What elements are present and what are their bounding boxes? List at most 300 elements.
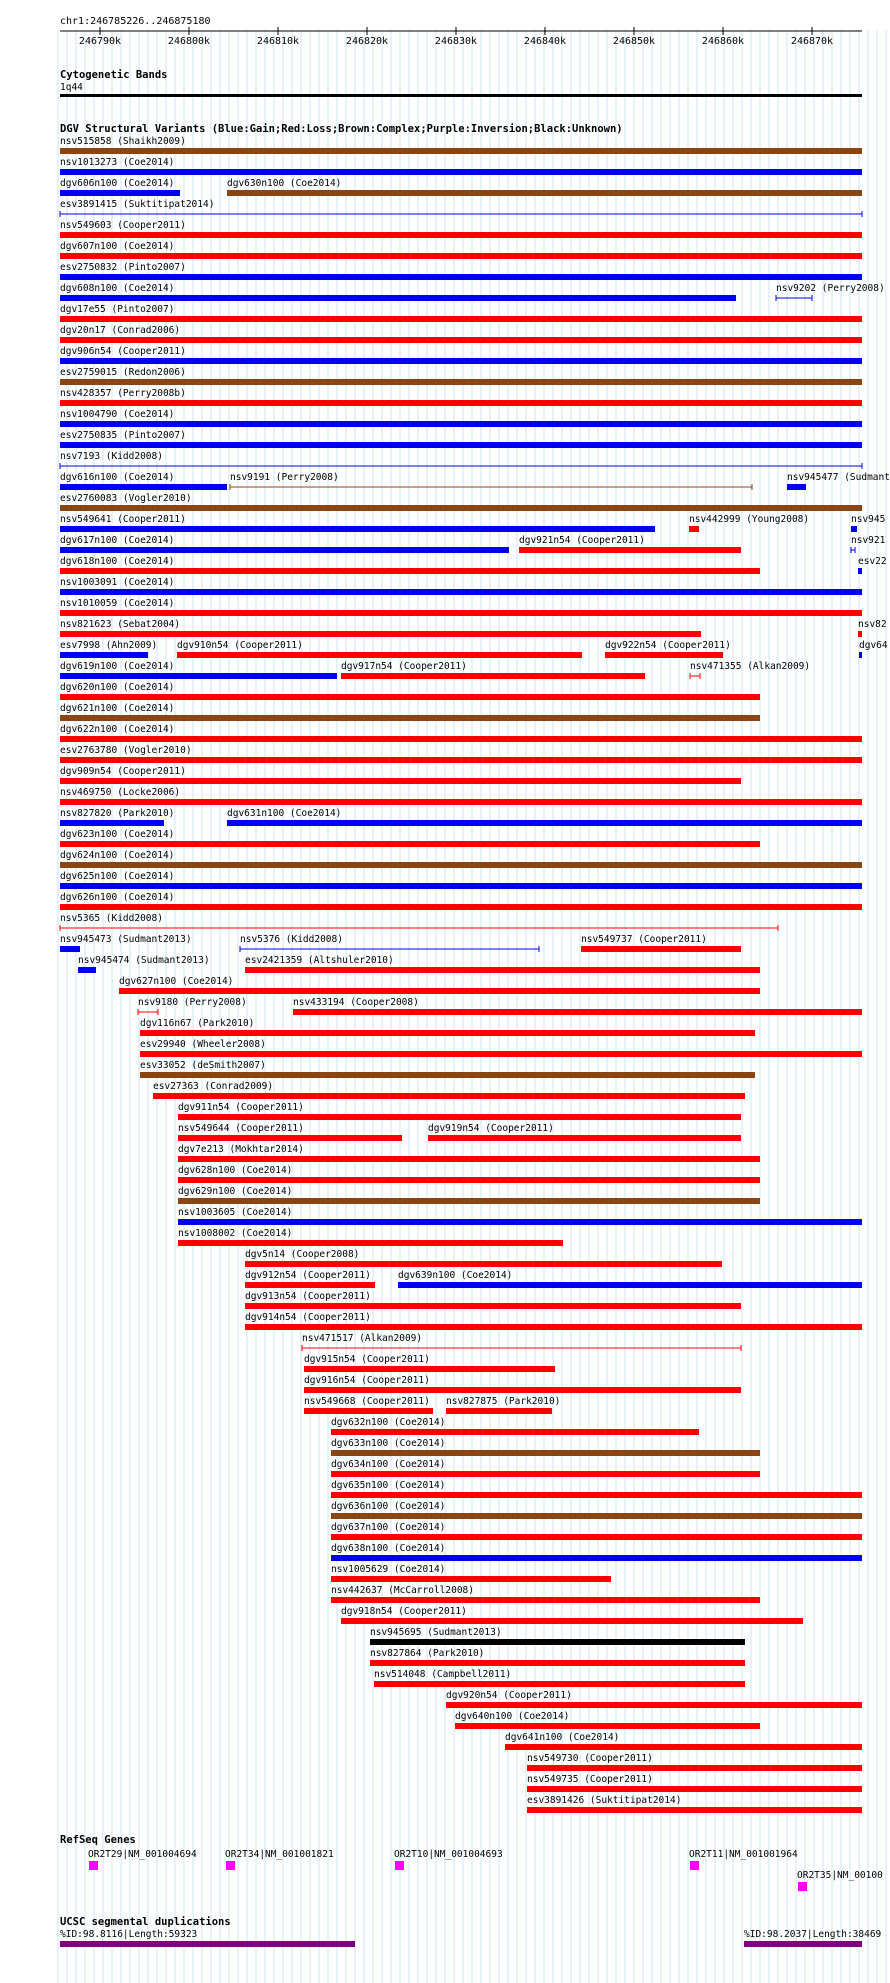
sv-label: dgv17e55 (Pinto2007) xyxy=(60,304,175,315)
segdup-bar[interactable] xyxy=(60,1941,355,1947)
sv-bar[interactable] xyxy=(519,547,741,553)
sv-label: dgv623n100 (Coe2014) xyxy=(60,829,175,840)
sv-label: dgv638n100 (Coe2014) xyxy=(331,1543,446,1554)
sv-feature[interactable] xyxy=(304,1375,741,1393)
sv-bar[interactable] xyxy=(60,484,227,490)
sv-bar[interactable] xyxy=(374,1681,745,1687)
sv-bar[interactable] xyxy=(60,316,862,322)
sv-feature[interactable] xyxy=(60,178,180,196)
sv-label: dgv632n100 (Coe2014) xyxy=(331,1417,446,1428)
sv-feature[interactable] xyxy=(858,619,887,637)
ruler-tick-label: 246790k xyxy=(78,36,122,47)
sv-feature[interactable] xyxy=(177,640,582,658)
sv-feature[interactable] xyxy=(60,703,760,721)
sv-bar[interactable] xyxy=(227,820,862,826)
sv-bar[interactable] xyxy=(341,1618,803,1624)
sv-label: nsv549730 (Cooper2011) xyxy=(527,1753,653,1764)
sv-bar[interactable] xyxy=(331,1576,611,1582)
sv-feature[interactable] xyxy=(374,1669,745,1687)
sv-bar[interactable] xyxy=(581,946,741,952)
sv-label: nsv945473 (Sudmant2013) xyxy=(60,934,192,945)
sv-feature[interactable] xyxy=(331,1438,760,1456)
sv-label: esv3891426 (Suktitipat2014) xyxy=(527,1795,682,1806)
sv-bar[interactable] xyxy=(60,631,701,637)
sv-bar[interactable] xyxy=(527,1786,862,1792)
sv-label: esv2750832 (Pinto2007) xyxy=(60,262,186,273)
sv-feature[interactable] xyxy=(446,1396,560,1414)
gene-label: OR2T29|NM_001004694 xyxy=(88,1849,197,1860)
sv-bar[interactable] xyxy=(227,190,862,196)
gene-glyph[interactable] xyxy=(690,1861,699,1870)
ruler-tick-label: 246860k xyxy=(701,36,745,47)
sv-label: nsv827875 (Park2010) xyxy=(446,1396,561,1407)
sv-label: nsv433194 (Cooper2008) xyxy=(293,997,419,1008)
sv-feature[interactable] xyxy=(119,976,760,994)
sv-feature[interactable] xyxy=(398,1270,862,1288)
sv-bar[interactable] xyxy=(293,1009,862,1015)
sv-label: dgv634n100 (Coe2014) xyxy=(331,1459,446,1470)
sv-bar[interactable] xyxy=(60,274,862,280)
sv-feature[interactable] xyxy=(527,1774,862,1792)
sv-feature[interactable] xyxy=(302,1333,741,1351)
sv-feature[interactable] xyxy=(60,556,760,574)
sv-label: esv2763780 (Vogler2010) xyxy=(60,745,192,756)
sv-label: dgv913n54 (Cooper2011) xyxy=(245,1291,371,1302)
sv-label: dgv915n54 (Cooper2011) xyxy=(304,1354,430,1365)
sv-label: dgv627n100 (Coe2014) xyxy=(119,976,234,987)
sv-bar[interactable] xyxy=(331,1450,760,1456)
ruler-tick-label: 246800k xyxy=(167,36,211,47)
sv-label: nsv921 xyxy=(851,535,886,546)
sv-bar[interactable] xyxy=(858,568,862,574)
sv-label: dgv625n100 (Coe2014) xyxy=(60,871,175,882)
sv-feature[interactable] xyxy=(331,1459,760,1477)
sv-bar[interactable] xyxy=(446,1702,862,1708)
sv-bar[interactable] xyxy=(60,505,862,511)
sv-label: dgv617n100 (Coe2014) xyxy=(60,535,175,546)
sv-feature[interactable] xyxy=(341,661,645,679)
sv-feature[interactable] xyxy=(245,1249,722,1267)
sv-bar[interactable] xyxy=(178,1114,741,1120)
sv-feature[interactable] xyxy=(859,640,888,658)
sv-bar[interactable] xyxy=(331,1534,862,1540)
sv-label: nsv1003091 (Coe2014) xyxy=(60,577,175,588)
sv-label: nsv945 xyxy=(851,514,886,525)
sv-label: esv33052 (deSmith2007) xyxy=(140,1060,266,1071)
sv-feature[interactable] xyxy=(581,934,741,952)
sv-label: nsv827864 (Park2010) xyxy=(370,1648,485,1659)
ruler-range-label: chr1:246785226..246875180 xyxy=(60,16,211,27)
sv-feature[interactable] xyxy=(787,472,890,490)
sv-bar[interactable] xyxy=(605,652,723,658)
sv-label: nsv428357 (Perry2008b) xyxy=(60,388,186,399)
sv-feature[interactable] xyxy=(304,1396,433,1414)
sv-label: nsv945474 (Sudmant2013) xyxy=(78,955,210,966)
sv-label: dgv919n54 (Cooper2011) xyxy=(428,1123,554,1134)
sv-bar[interactable] xyxy=(331,1597,760,1603)
sv-label: esv7998 (Ahn2009) xyxy=(60,640,158,651)
sv-bar[interactable] xyxy=(60,673,337,679)
sv-label: esv2759015 (Redon2006) xyxy=(60,367,186,378)
sv-feature[interactable] xyxy=(60,682,760,700)
gene-glyph[interactable] xyxy=(798,1882,807,1891)
sv-feature[interactable] xyxy=(140,1018,755,1036)
sv-label: dgv20n17 (Conrad2006) xyxy=(60,325,181,336)
sv-label: nsv549735 (Cooper2011) xyxy=(527,1774,653,1785)
ruler-tick-label: 246810k xyxy=(256,36,300,47)
refseq-gene[interactable] xyxy=(225,1849,334,1870)
sv-label: nsv471355 (Alkan2009) xyxy=(690,661,811,672)
sv-label: dgv631n100 (Coe2014) xyxy=(227,808,342,819)
sv-label: esv2760083 (Vogler2010) xyxy=(60,493,192,504)
sv-feature[interactable] xyxy=(240,934,539,952)
sv-bar[interactable] xyxy=(177,652,582,658)
sv-bar[interactable] xyxy=(60,148,862,154)
sv-feature[interactable] xyxy=(178,1102,741,1120)
sv-bar[interactable] xyxy=(60,715,760,721)
sv-bar[interactable] xyxy=(245,1282,375,1288)
refseq-gene[interactable] xyxy=(394,1849,503,1870)
sv-bar[interactable] xyxy=(178,1198,760,1204)
sv-bar[interactable] xyxy=(245,1324,862,1330)
sv-label: dgv616n100 (Coe2014) xyxy=(60,472,175,483)
sv-label: esv29940 (Wheeler2008) xyxy=(140,1039,266,1050)
sv-label: dgv64 xyxy=(859,640,888,651)
sv-bar[interactable] xyxy=(60,883,862,889)
sv-label: dgv917n54 (Cooper2011) xyxy=(341,661,467,672)
segdup-label: %ID:98.2037|Length:38469 xyxy=(744,1929,882,1940)
sv-feature[interactable] xyxy=(60,829,760,847)
sv-feature[interactable] xyxy=(331,1564,611,1582)
sv-bar[interactable] xyxy=(331,1492,862,1498)
refseq-track-title: RefSeq Genes xyxy=(60,1834,136,1846)
sv-label: dgv911n54 (Cooper2011) xyxy=(178,1102,304,1113)
refseq-gene[interactable] xyxy=(689,1849,798,1870)
sv-bar[interactable] xyxy=(60,169,862,175)
sv-feature[interactable] xyxy=(341,1606,803,1624)
sv-bar[interactable] xyxy=(140,1072,755,1078)
sv-bar[interactable] xyxy=(60,736,862,742)
sv-label: nsv1013273 (Coe2014) xyxy=(60,157,175,168)
sv-bar[interactable] xyxy=(153,1093,745,1099)
sv-bar[interactable] xyxy=(119,988,760,994)
sv-label: dgv921n54 (Cooper2011) xyxy=(519,535,645,546)
gene-label: OR2T34|NM_001001821 xyxy=(225,1849,334,1860)
sv-feature[interactable] xyxy=(78,955,210,973)
sv-label: nsv9202 (Perry2008) xyxy=(776,283,885,294)
sv-label: nsv9180 (Perry2008) xyxy=(138,997,247,1008)
sv-label: nsv1010059 (Coe2014) xyxy=(60,598,175,609)
sv-label: dgv641n100 (Coe2014) xyxy=(505,1732,620,1743)
sv-label: dgv912n54 (Cooper2011) xyxy=(245,1270,371,1281)
sv-feature[interactable] xyxy=(331,1585,760,1603)
sv-label: dgv628n100 (Coe2014) xyxy=(178,1165,293,1176)
sv-bar[interactable] xyxy=(60,904,862,910)
sv-feature[interactable] xyxy=(178,1144,760,1162)
segdup-track-title: UCSC segmental duplications xyxy=(60,1916,231,1928)
sv-label: nsv549644 (Cooper2011) xyxy=(178,1123,304,1134)
sv-feature[interactable] xyxy=(245,1270,375,1288)
sv-bar[interactable] xyxy=(370,1639,745,1645)
sv-label: dgv914n54 (Cooper2011) xyxy=(245,1312,371,1323)
sv-label: nsv549603 (Cooper2011) xyxy=(60,220,186,231)
gene-glyph[interactable] xyxy=(89,1861,98,1870)
sv-label: nsv7193 (Kidd2008) xyxy=(60,451,163,462)
sv-feature[interactable] xyxy=(331,1480,862,1498)
sv-bar[interactable] xyxy=(78,967,96,973)
sv-feature[interactable] xyxy=(60,934,192,952)
sv-bar[interactable] xyxy=(60,295,736,301)
sv-label: nsv5365 (Kidd2008) xyxy=(60,913,163,924)
sv-bar[interactable] xyxy=(60,526,655,532)
sv-feature[interactable] xyxy=(519,535,741,553)
sv-bar[interactable] xyxy=(60,253,862,259)
sv-label: nsv9191 (Perry2008) xyxy=(230,472,339,483)
sv-label: nsv1005629 (Coe2014) xyxy=(331,1564,446,1575)
sv-feature[interactable] xyxy=(245,955,760,973)
sv-bar[interactable] xyxy=(245,967,760,973)
sv-label: nsv515858 (Shaikh2009) xyxy=(60,136,186,147)
sv-bar[interactable] xyxy=(245,1261,722,1267)
sv-feature[interactable] xyxy=(178,1123,402,1141)
refseq-gene[interactable] xyxy=(88,1849,197,1870)
sv-feature[interactable] xyxy=(138,997,247,1015)
sv-bar[interactable] xyxy=(60,946,80,952)
sv-label: dgv636n100 (Coe2014) xyxy=(331,1501,446,1512)
sv-bar[interactable] xyxy=(689,526,699,532)
segdup-label: %ID:98.8116|Length:59323 xyxy=(60,1929,198,1940)
sv-feature[interactable] xyxy=(140,1060,755,1078)
sv-feature[interactable] xyxy=(60,640,157,658)
sv-bar[interactable] xyxy=(60,652,148,658)
sv-feature[interactable] xyxy=(331,1501,862,1519)
sv-bar[interactable] xyxy=(527,1765,862,1771)
sv-feature[interactable] xyxy=(446,1690,862,1708)
sv-label: dgv630n100 (Coe2014) xyxy=(227,178,342,189)
sv-label: esv2421359 (Altshuler2010) xyxy=(245,955,394,966)
sv-bar[interactable] xyxy=(60,337,862,343)
sv-label: dgv639n100 (Coe2014) xyxy=(398,1270,513,1281)
sv-bar[interactable] xyxy=(527,1807,862,1813)
sv-bar[interactable] xyxy=(60,442,862,448)
sv-bar[interactable] xyxy=(60,400,862,406)
cytoband-bar xyxy=(60,94,862,97)
sv-label: nsv442999 (Young2008) xyxy=(689,514,810,525)
sv-bar[interactable] xyxy=(60,589,862,595)
gene-glyph[interactable] xyxy=(395,1861,404,1870)
sv-feature[interactable] xyxy=(505,1732,862,1750)
sv-bar[interactable] xyxy=(178,1156,760,1162)
sv-label: dgv909n54 (Cooper2011) xyxy=(60,766,186,777)
dgv-track-title: DGV Structural Variants (Blue:Gain;Red:Loss;Brown:Complex;Purple:Inversion;Black:Unknown) xyxy=(60,123,623,135)
ruler-tick-label: 246870k xyxy=(790,36,834,47)
cytoband-track-title: Cytogenetic Bands xyxy=(60,69,168,81)
sv-bar[interactable] xyxy=(304,1408,433,1414)
sv-label: nsv442637 (McCarroll2008) xyxy=(331,1585,474,1596)
sv-label: nsv945477 (Sudmant xyxy=(787,472,890,483)
sv-bar[interactable] xyxy=(245,1303,741,1309)
sv-label: nsv549668 (Cooper2011) xyxy=(304,1396,430,1407)
sv-bar[interactable] xyxy=(60,379,862,385)
sv-bar[interactable] xyxy=(60,232,862,238)
sv-label: dgv620n100 (Coe2014) xyxy=(60,682,175,693)
sv-bar[interactable] xyxy=(178,1135,402,1141)
sv-bar[interactable] xyxy=(60,694,760,700)
sv-bar[interactable] xyxy=(60,421,862,427)
sv-bar[interactable] xyxy=(60,757,862,763)
sv-label: dgv622n100 (Coe2014) xyxy=(60,724,175,735)
sv-bar[interactable] xyxy=(60,358,862,364)
sv-feature[interactable] xyxy=(689,514,809,532)
sv-feature[interactable] xyxy=(690,661,810,679)
sv-feature[interactable] xyxy=(331,1543,862,1561)
sv-label: esv3891415 (Suktitipat2014) xyxy=(60,199,215,210)
sv-bar[interactable] xyxy=(341,673,645,679)
sv-feature[interactable] xyxy=(605,640,731,658)
sv-bar[interactable] xyxy=(851,526,857,532)
sv-feature[interactable] xyxy=(153,1081,745,1099)
sv-feature[interactable] xyxy=(293,997,862,1015)
sv-label: dgv920n54 (Cooper2011) xyxy=(446,1690,572,1701)
sv-label: dgv629n100 (Coe2014) xyxy=(178,1186,293,1197)
sv-label: dgv5n14 (Cooper2008) xyxy=(245,1249,360,1260)
sv-label: nsv549641 (Cooper2011) xyxy=(60,514,186,525)
sv-bar[interactable] xyxy=(428,1135,741,1141)
sv-bar[interactable] xyxy=(370,1660,745,1666)
sv-bar[interactable] xyxy=(60,799,862,805)
ruler-tick-label: 246840k xyxy=(523,36,567,47)
sv-bar[interactable] xyxy=(398,1282,862,1288)
gene-glyph[interactable] xyxy=(226,1861,235,1870)
gene-label: OR2T10|NM_001004693 xyxy=(394,1849,503,1860)
sv-label: nsv471517 (Alkan2009) xyxy=(302,1333,423,1344)
cytoband-label: 1q44 xyxy=(60,82,83,93)
sv-bar[interactable] xyxy=(60,820,164,826)
sv-feature[interactable] xyxy=(331,1417,699,1435)
sv-bar[interactable] xyxy=(60,841,760,847)
sv-label: dgv116n67 (Park2010) xyxy=(140,1018,255,1029)
sv-bar[interactable] xyxy=(331,1555,862,1561)
sv-feature[interactable] xyxy=(370,1627,745,1645)
gene-label: OR2T35|NM_00100 xyxy=(797,1870,883,1881)
sv-feature[interactable] xyxy=(178,1186,760,1204)
sv-feature[interactable] xyxy=(230,472,752,490)
sv-label: dgv637n100 (Coe2014) xyxy=(331,1522,446,1533)
sv-label: dgv922n54 (Cooper2011) xyxy=(605,640,731,651)
sv-feature[interactable] xyxy=(60,535,509,553)
gene-label: OR2T11|NM_001001964 xyxy=(689,1849,798,1860)
sv-feature[interactable] xyxy=(60,283,736,301)
sv-feature[interactable] xyxy=(178,1165,760,1183)
sv-bar[interactable] xyxy=(787,484,806,490)
sv-bar[interactable] xyxy=(178,1177,760,1183)
sv-bar[interactable] xyxy=(858,631,862,637)
sv-label: nsv5376 (Kidd2008) xyxy=(240,934,343,945)
sv-bar[interactable] xyxy=(60,610,862,616)
sv-feature[interactable] xyxy=(60,808,174,826)
sv-label: dgv607n100 (Coe2014) xyxy=(60,241,175,252)
sv-bar[interactable] xyxy=(859,652,862,658)
sv-label: dgv635n100 (Coe2014) xyxy=(331,1480,446,1491)
sv-bar[interactable] xyxy=(178,1219,862,1225)
sv-label: dgv640n100 (Coe2014) xyxy=(455,1711,570,1722)
sv-label: esv27363 (Conrad2009) xyxy=(153,1081,274,1092)
sv-feature[interactable] xyxy=(245,1291,741,1309)
sv-label: nsv1003605 (Coe2014) xyxy=(178,1207,293,1218)
sv-label: nsv1004790 (Coe2014) xyxy=(60,409,175,420)
sv-label: dgv906n54 (Cooper2011) xyxy=(60,346,186,357)
sv-bar[interactable] xyxy=(60,778,741,784)
sv-bar[interactable] xyxy=(331,1429,699,1435)
sv-feature[interactable] xyxy=(527,1795,862,1813)
sv-feature[interactable] xyxy=(370,1648,745,1666)
sv-bar[interactable] xyxy=(446,1408,552,1414)
sv-label: nsv945695 (Sudmant2013) xyxy=(370,1627,502,1638)
sv-label: esv22 xyxy=(858,556,887,567)
ruler-tick-label: 246850k xyxy=(612,36,656,47)
sv-bar[interactable] xyxy=(60,190,180,196)
sv-bar[interactable] xyxy=(331,1513,862,1519)
sv-label: dgv626n100 (Coe2014) xyxy=(60,892,175,903)
sv-feature[interactable] xyxy=(60,661,337,679)
sv-bar[interactable] xyxy=(178,1240,563,1246)
sv-feature[interactable] xyxy=(178,1228,563,1246)
sv-feature[interactable] xyxy=(858,556,887,574)
sv-bar[interactable] xyxy=(140,1051,862,1057)
sv-bar[interactable] xyxy=(60,547,509,553)
sv-label: nsv469750 (Locke2006) xyxy=(60,787,181,798)
sv-label: dgv910n54 (Cooper2011) xyxy=(177,640,303,651)
sv-bar[interactable] xyxy=(455,1723,760,1729)
sv-feature[interactable] xyxy=(60,514,655,532)
segdup-bar[interactable] xyxy=(744,1941,862,1947)
sv-bar[interactable] xyxy=(505,1744,862,1750)
sv-label: dgv608n100 (Coe2014) xyxy=(60,283,175,294)
sv-label: nsv827820 (Park2010) xyxy=(60,808,175,819)
segdup-feature[interactable] xyxy=(60,1929,355,1947)
sv-bar[interactable] xyxy=(60,862,862,868)
sv-label: dgv918n54 (Cooper2011) xyxy=(341,1606,467,1617)
sv-label: dgv619n100 (Coe2014) xyxy=(60,661,175,672)
sv-label: nsv1008002 (Coe2014) xyxy=(178,1228,293,1239)
sv-bar[interactable] xyxy=(60,568,760,574)
sv-label: nsv514048 (Campbell2011) xyxy=(374,1669,512,1680)
sv-feature[interactable] xyxy=(60,619,701,637)
sv-feature[interactable] xyxy=(178,1207,862,1225)
segdup-feature[interactable] xyxy=(744,1929,882,1947)
sv-label: dgv916n54 (Cooper2011) xyxy=(304,1375,430,1386)
sv-label: dgv606n100 (Coe2014) xyxy=(60,178,175,189)
sv-feature[interactable] xyxy=(428,1123,741,1141)
sv-bar[interactable] xyxy=(140,1030,755,1036)
sv-feature[interactable] xyxy=(527,1753,862,1771)
sv-bar[interactable] xyxy=(331,1471,760,1477)
sv-feature[interactable] xyxy=(140,1039,862,1057)
sv-label: dgv621n100 (Coe2014) xyxy=(60,703,175,714)
sv-bar[interactable] xyxy=(304,1366,555,1372)
sv-label: nsv549737 (Cooper2011) xyxy=(581,934,707,945)
sv-label: dgv633n100 (Coe2014) xyxy=(331,1438,446,1449)
ruler-tick-label: 246820k xyxy=(345,36,389,47)
ruler-tick-label: 246830k xyxy=(434,36,478,47)
sv-label: dgv624n100 (Coe2014) xyxy=(60,850,175,861)
sv-label: esv2750835 (Pinto2007) xyxy=(60,430,186,441)
sv-bar[interactable] xyxy=(304,1387,741,1393)
sv-label: nsv82 xyxy=(858,619,887,630)
refseq-gene[interactable] xyxy=(797,1870,883,1891)
sv-feature[interactable] xyxy=(331,1522,862,1540)
sv-label: dgv7e213 (Mokhtar2014) xyxy=(178,1144,304,1155)
